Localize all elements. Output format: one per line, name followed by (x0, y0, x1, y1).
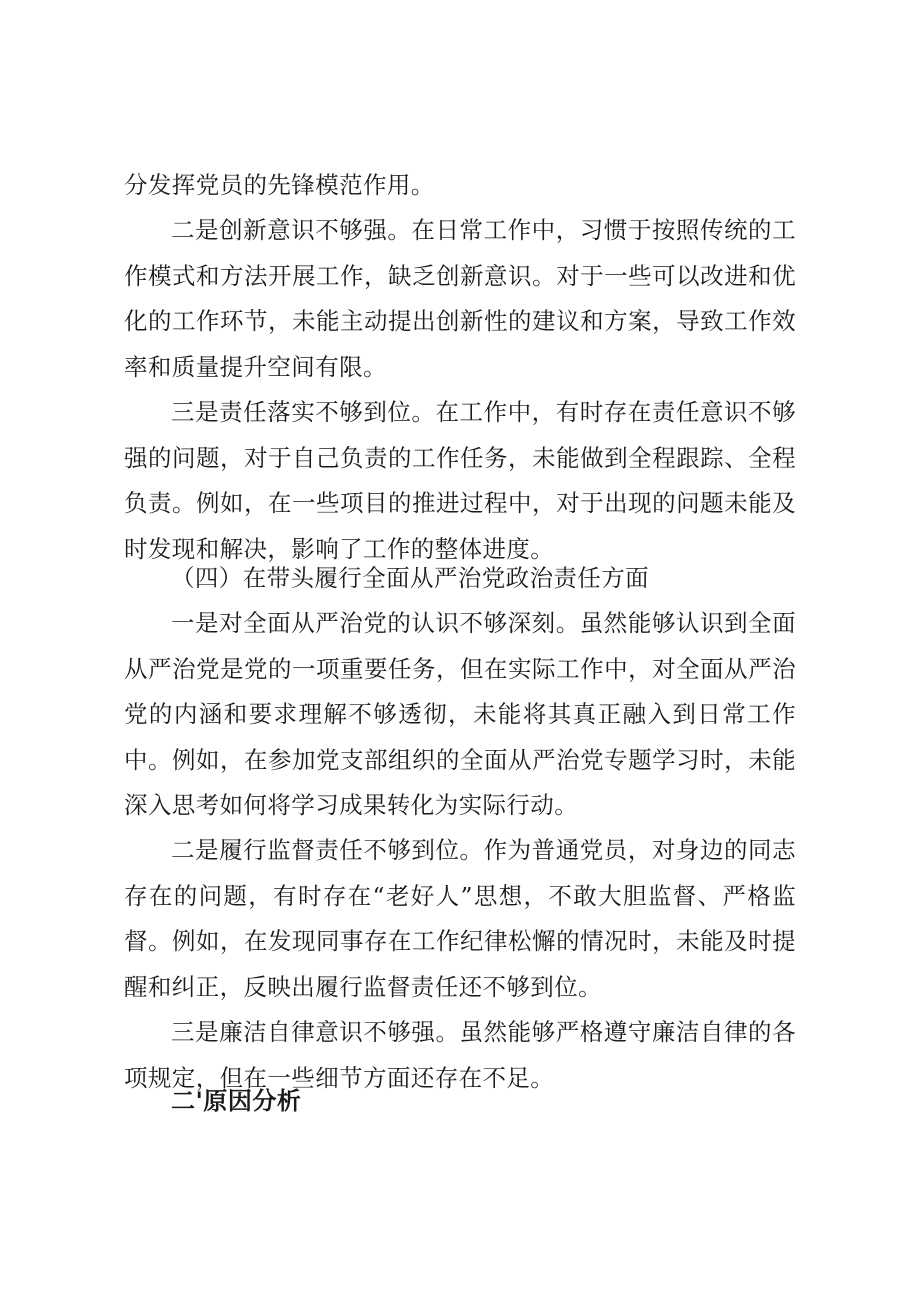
paragraph-continuation: 分发挥党员的先锋模范作用。 (124, 171, 435, 199)
paragraph-party-governance: 一是对全面从严治党的认识不够深刻。虽然能够认识到全面从严治党是党的一项重要任务，但在实际工作中，对全面从严治党的内涵和要求理解不够透彻，未能将其真正融入到日常工作中。例如，在参加党支部组织的全面从严治党专题学习时，未能深入思考如何将学习成果转化为实际行动。 (124, 609, 796, 819)
paragraph-integrity: 三是廉洁自律意识不够强。虽然能够严格遵守廉洁自律的各项规定，但在一些细节方面还存在不足。 (124, 1018, 796, 1092)
paragraph-innovation: 二是创新意识不够强。在日常工作中，习惯于按照传统的工作模式和方法开展工作，缺乏创新意识。对于一些可以改进和优化的工作环节，未能主动提出创新性的建议和方案，导致工作效率和质量提升空间有限。 (124, 216, 796, 381)
subsection-heading: （四）在带头履行全面从严治党政治责任方面 (171, 564, 649, 592)
paragraph-supervision: 二是履行监督责任不够到位。作为普通党员，对身边的同志存在的问题，有时存在“老好人”思想，不敢大胆监督、严格监督。例如，在发现同事存在工作纪律松懈的情况时，未能及时提醒和纠正，反映出履行监督责任还不够到位。 (124, 836, 796, 1001)
section-heading: 二'原因分析 (171, 1087, 302, 1115)
paragraph-responsibility: 三是责任落实不够到位。在工作中，有时存在责任意识不够强的问题，对于自己负责的工作任务，未能做到全程跟踪、全程负责。例如，在一些项目的推进过程中，对于出现的问题未能及时发现和解决，影响了工作的整体进度。 (124, 398, 796, 563)
